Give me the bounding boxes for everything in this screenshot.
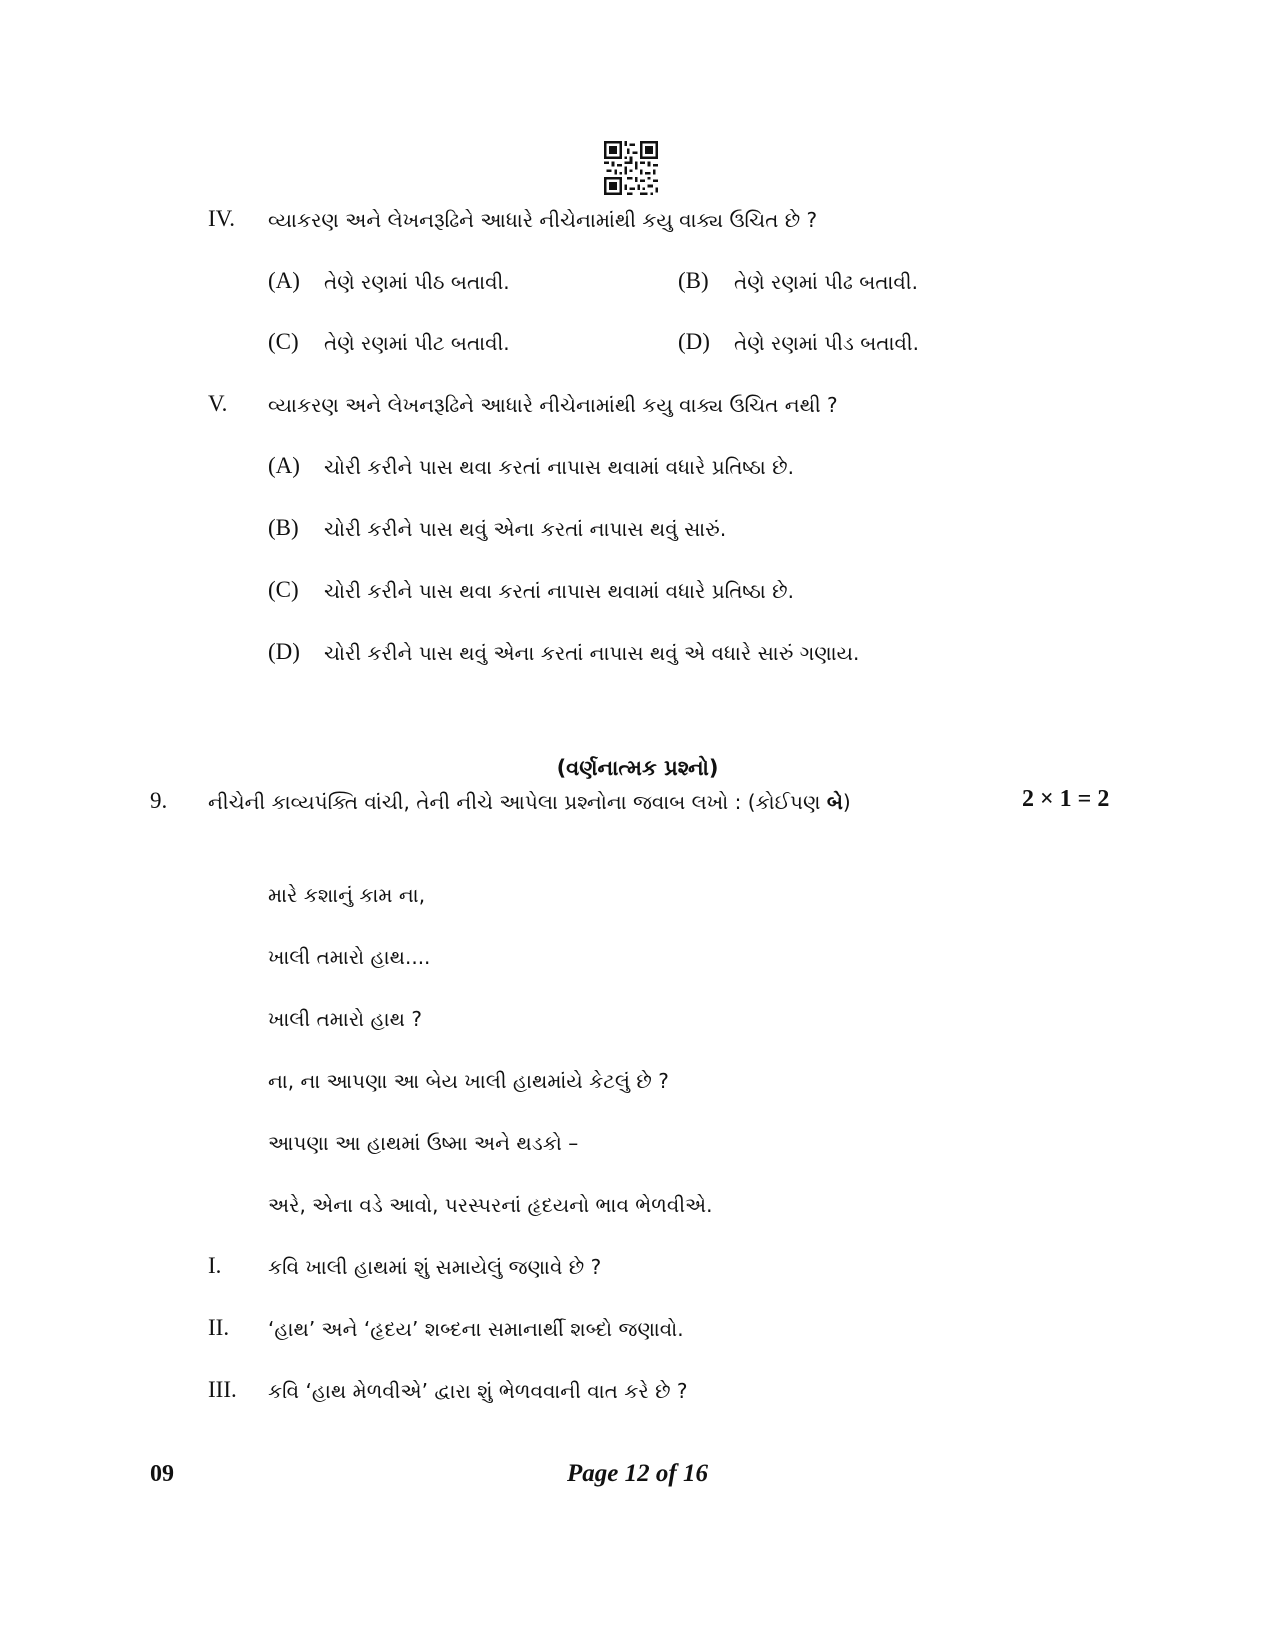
question-text: વ્યાકરણ અને લેખનરૂઢિને આધારે નીચેનામાંથી કયુ વાક્ય ઉચિત નથી ?	[268, 393, 838, 417]
option-text: ચોરી કરીને પાસ થવા કરતાં નાપાસ થવામાં વધારે પ્રતિષ્ઠા છે.	[324, 455, 794, 479]
subquestion-number: III.	[208, 1377, 237, 1402]
option-text: ચોરી કરીને પાસ થવું એના કરતાં નાપાસ થવું સારું.	[324, 517, 727, 541]
subquestion-number: I.	[208, 1253, 222, 1278]
question-text: નીચેની કાવ્યપંક્તિ વાંચી, તેની નીચે આપેલા પ્રશ્નોના જવાબ લખો : (કોઈપણ બે)	[208, 790, 851, 814]
option-label: (C)	[268, 329, 299, 354]
option-label: (A)	[268, 268, 300, 293]
section-heading: (વર્ણનાત્મક પ્રશ્નો)	[556, 756, 719, 780]
subquestion-text: કવિ ખાલી હાથમાં શું સમાયેલું જણાવે છે ?	[268, 1255, 602, 1279]
question-number: IV.	[208, 206, 236, 231]
subquestion-number: II.	[208, 1315, 230, 1340]
emphasis-text: બે	[826, 790, 843, 814]
poem-line: ના, ના આપણા આ બેય ખાલી હાથમાંયે કેટલું છે ?	[268, 1069, 669, 1093]
poem-line: ખાલી તમારો હાથ....	[268, 945, 431, 969]
poem-line: ખાલી તમારો હાથ ?	[268, 1007, 422, 1031]
option-label: (B)	[678, 268, 709, 293]
page-number: Page 12 of 16	[567, 1460, 708, 1487]
paper-code: 09	[150, 1461, 174, 1487]
poem-line: મારે કશાનું કામ ના,	[268, 883, 426, 907]
question-text: વ્યાકરણ અને લેખનરૂઢિને આધારે નીચેનામાંથી કયુ વાક્ય ઉચિત છે ?	[268, 208, 818, 232]
option-text: તેણે રણમાં પીડ બતાવી.	[734, 331, 920, 355]
subquestion-text: કવિ ‘હાથ મેળવીએ’ દ્વારા શું ભેળવવાની વાત કરે છે ?	[268, 1379, 688, 1403]
option-label: (A)	[268, 453, 300, 478]
subquestion-text: ‘હાથ’ અને ‘હૃદય’ શબ્દના સમાનાર્થી શબ્દો જણાવો.	[268, 1317, 684, 1341]
marks-label: 2 × 1 = 2	[1022, 786, 1110, 812]
qr-code-icon	[604, 141, 658, 195]
poem-line: આપણા આ હાથમાં ઉષ્મા અને થડકો –	[268, 1131, 579, 1155]
question-number: V.	[208, 391, 228, 416]
option-label: (B)	[268, 515, 299, 540]
option-label: (D)	[268, 639, 300, 664]
option-text: ચોરી કરીને પાસ થવા કરતાં નાપાસ થવામાં વધારે પ્રતિષ્ઠા છે.	[324, 579, 794, 603]
option-text: ચોરી કરીને પાસ થવું એના કરતાં નાપાસ થવું એ વધારે સારું ગણાય.	[324, 641, 860, 665]
poem-line: અરે, એના વડે આવો, પરસ્પરનાં હૃદયનો ભાવ ભેળવીએ.	[268, 1193, 713, 1217]
option-text: તેણે રણમાં પીટ બતાવી.	[324, 331, 510, 355]
question-number: 9.	[150, 788, 168, 813]
option-text: તેણે રણમાં પીઠ બતાવી.	[324, 270, 510, 294]
option-text: તેણે રણમાં પીઢ બતાવી.	[734, 270, 918, 294]
option-label: (D)	[678, 329, 710, 354]
option-label: (C)	[268, 577, 299, 602]
